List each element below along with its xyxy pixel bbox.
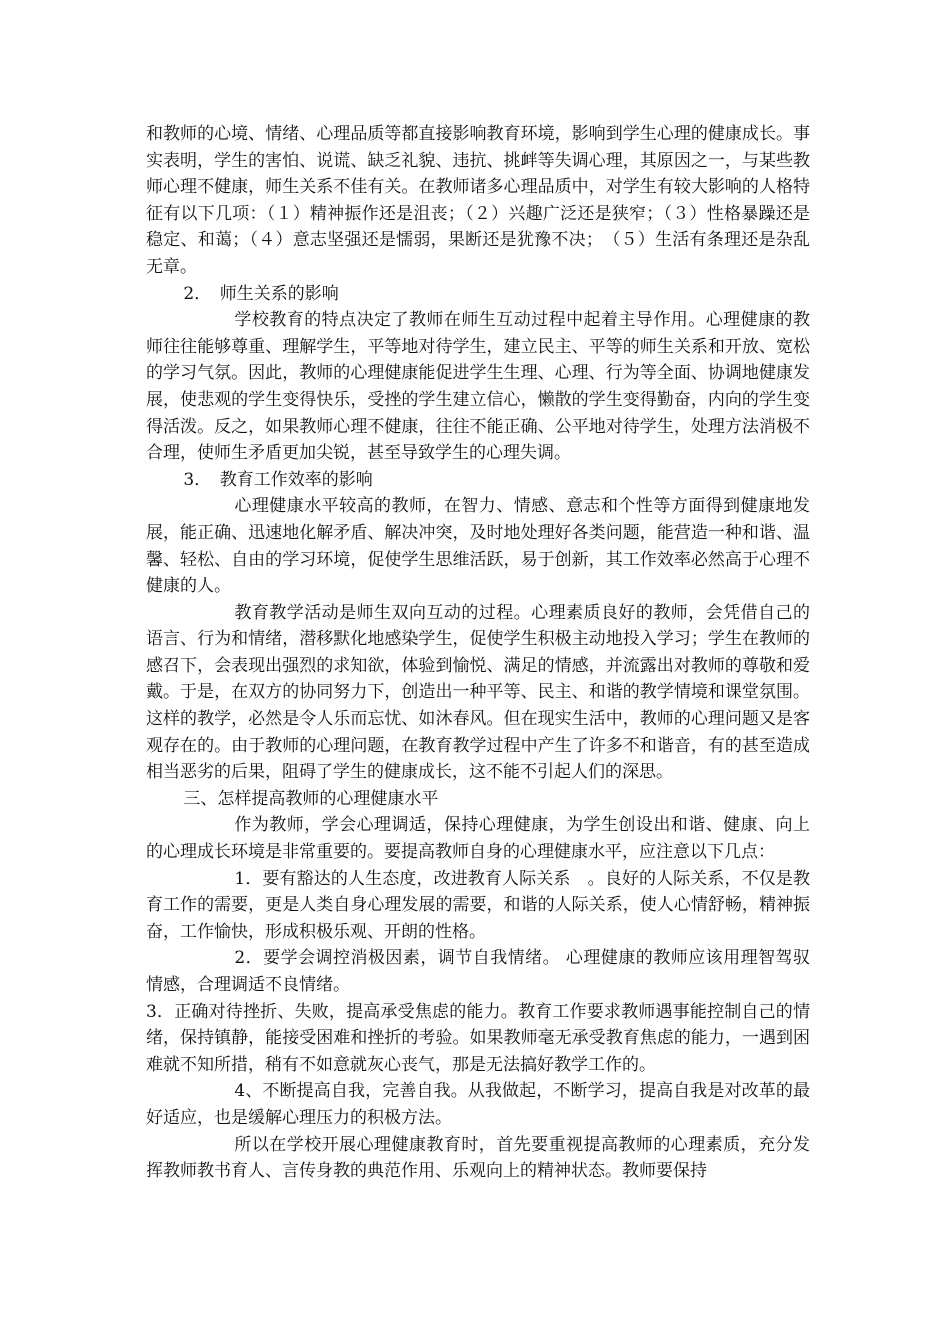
section-heading: 三、怎样提高教师的心理健康水平	[183, 788, 439, 809]
list-item: 4、不断提高自我，完善自我。从我做起，不断学习，提高自我是对改革的最好适应，也是缓解心理压力的积极方法。	[146, 1081, 810, 1128]
section-heading: 2． 师生关系的影响	[183, 283, 339, 304]
list-item: 1．要有豁达的人生态度，改进教育人际关系 。良好的人际关系，不仅是教育工作的需要，更是人类自身心理发展的需要，和谐的人际关系，使人心情舒畅，精神振奋，工作愉快，形成积极乐观、开朗的性格。	[146, 868, 810, 942]
paragraph: 学校教育的特点决定了教师在师生互动过程中起着主导作用。心理健康的教师往往能够尊重、理解学生，平等地对待学生，建立民主、平等的师生关系和开放、宽松的学习气氛。因此，教师的心理健康能促进学生生理、心理、行为等全面、协调地健康发展，使悲观的学生变得快乐，受挫的学生建立信心，懒散的学生变得勤奋，内向的学生变得活泼。反之，如果教师心理不健康，往往不能正确、公平地对待学生，处理方法消极不合理，使师生矛盾更加尖锐，甚至导致学生的心理失调。	[146, 310, 810, 464]
paragraph: 教育教学活动是师生双向互动的过程。心理素质良好的教师，会凭借自己的语言、行为和情绪，潜移默化地感染学生，促使学生积极主动地投入学习；学生在教师的感召下，会表现出强烈的求知欲，体验到愉悦、满足的情感，并流露出对教师的尊敬和爱戴。于是，在双方的协同努力下，创造出一种平等、民主、和谐的教学情境和课堂氛围。这样的教学，必然是令人乐而忘忧、如沐春风。但在现实生活中，教师的心理问题又是客观存在的。由于教师的心理问题，在教育教学过程中产生了许多不和谐音，有的甚至造成相当恶劣的后果，阻碍了学生的健康成长，这不能不引起人们的深思。	[146, 602, 810, 783]
paragraph: 心理健康水平较高的教师，在智力、情感、意志和个性等方面得到健康地发展，能正确、迅速地化解矛盾、解决冲突，及时地处理好各类问题，能营造一种和谐、温馨、轻松、自由的学习环境，促使学生思维活跃，易于创新，其工作效率必然高于心理不健康的人。	[146, 496, 810, 597]
paragraph: 和教师的心境、情绪、心理品质等都直接影响教育环境，影响到学生心理的健康成长。事实表明，学生的害怕、说谎、缺乏礼貌、违抗、挑衅等失调心理，其原因之一，与某些教师心理不健康，师生关系不佳有关。在教师诸多心理品质中，对学生有较大影响的人格特征有以下几项：（１）精神振作还是沮丧；（２）兴趣广泛还是狭窄；（３）性格暴躁还是稳定、和蔼；（４）意志坚强还是懦弱，果断还是犹豫不决； （５）生活有条理还是杂乱无章。	[146, 124, 810, 277]
paragraph: 所以在学校开展心理健康教育时，首先要重视提高教师的心理素质，充分发挥教师教书育人、言传身教的典范作用、乐观向上的精神状态。教师要保持	[146, 1134, 810, 1182]
list-item: 2．要学会调控消极因素，调节自我情绪。 心理健康的教师应该用理智驾驭情感，合理调适不良情绪。	[146, 948, 810, 995]
section-heading: 3． 教育工作效率的影响	[183, 469, 373, 490]
paragraph: 作为教师，学会心理调适，保持心理健康，为学生创设出和谐、健康、向上的心理成长环境是非常重要的。要提高教师自身的心理健康水平，应注意以下几点：	[146, 815, 810, 863]
list-item: 3．正确对待挫折、失败，提高承受焦虑的能力。教育工作要求教师遇事能控制自己的情绪，保持镇静，能接受困难和挫折的考验。如果教师毫无承受教育焦虑的能力，一遇到困难就不知所措，稍有不如意就灰心丧气，那是无法搞好教学工作的。	[146, 1001, 810, 1075]
document-body	[146, 121, 810, 1185]
